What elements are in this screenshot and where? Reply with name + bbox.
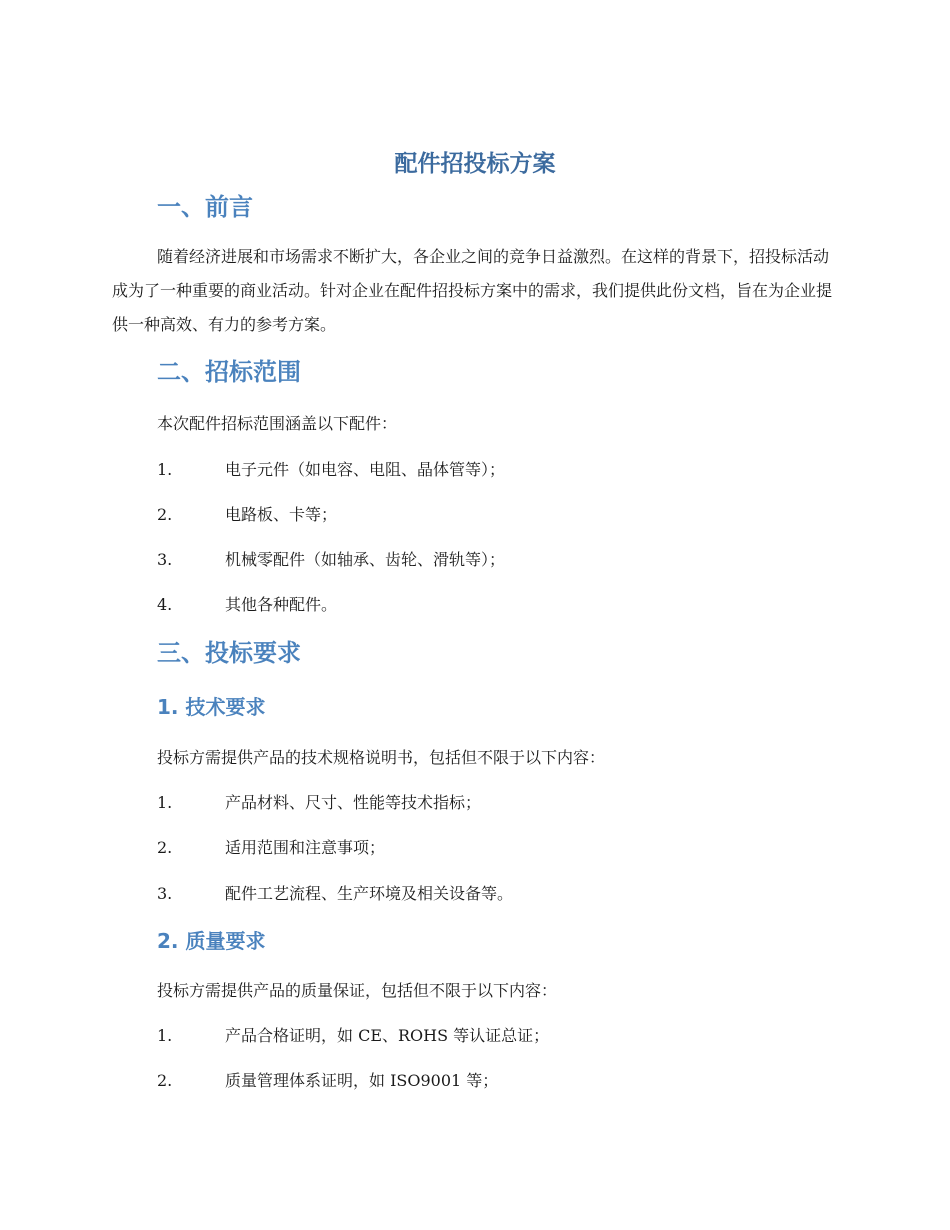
list-item xyxy=(157,1066,498,1096)
list-text: 电子元件（如电容、电阻、晶体管等）； xyxy=(225,460,506,479)
list-item xyxy=(157,500,337,530)
list-item xyxy=(157,879,513,909)
list-number: 1. xyxy=(157,460,173,479)
list-text: 适用范围和注意事项； xyxy=(225,838,386,857)
quality-intro: 投标方需提供产品的质量保证，包括但不限于以下内容： xyxy=(157,981,558,1000)
list-number: 1. xyxy=(157,793,173,812)
list-number: 4. xyxy=(157,595,173,614)
document-title: 配件招投标方案 xyxy=(394,151,556,177)
list-item xyxy=(157,788,481,818)
subsection-heading-technical: 1. 技术要求 xyxy=(157,695,266,719)
list-number: 2. xyxy=(157,505,173,524)
list-text: 质量管理体系证明，如 ISO9001 等； xyxy=(225,1071,499,1090)
list-item xyxy=(157,590,337,620)
list-item xyxy=(157,545,505,575)
list-item xyxy=(157,833,385,863)
list-number: 2. xyxy=(157,1071,173,1090)
section-heading-scope: 二、招标范围 xyxy=(157,358,301,386)
section-heading-preface: 一、前言 xyxy=(157,193,253,221)
list-number: 3. xyxy=(157,884,173,903)
list-number: 2. xyxy=(157,838,173,857)
preface-paragraph xyxy=(112,240,838,342)
subsection-heading-quality: 2. 质量要求 xyxy=(157,929,266,953)
list-text: 电路板、卡等； xyxy=(225,505,338,524)
list-text: 产品合格证明，如 CE、ROHS 等认证总证； xyxy=(225,1026,550,1045)
list-text: 机械零配件（如轴承、齿轮、滑轨等）； xyxy=(225,550,506,569)
list-text: 其他各种配件。 xyxy=(225,595,338,614)
list-item xyxy=(157,1021,549,1051)
list-text: 配件工艺流程、生产环境及相关设备等。 xyxy=(225,884,514,903)
preface-paragraph-text: 随着经济进展和市场需求不断扩大，各企业之间的竞争日益激烈。在这样的背景下，招投标活动成为了一种重要的商业活动。针对企业在配件招投标方案中的需求，我们提供此份文档，旨在为企业提供一种高效、有力的参考方案。 xyxy=(112,247,833,334)
list-number: 3. xyxy=(157,550,173,569)
technical-intro: 投标方需提供产品的技术规格说明书，包括但不限于以下内容： xyxy=(157,748,606,767)
scope-intro: 本次配件招标范围涵盖以下配件： xyxy=(157,414,398,433)
list-text: 产品材料、尺寸、性能等技术指标； xyxy=(225,793,482,812)
list-number: 1. xyxy=(157,1026,173,1045)
list-item xyxy=(157,455,505,485)
section-heading-requirements: 三、投标要求 xyxy=(157,639,301,667)
